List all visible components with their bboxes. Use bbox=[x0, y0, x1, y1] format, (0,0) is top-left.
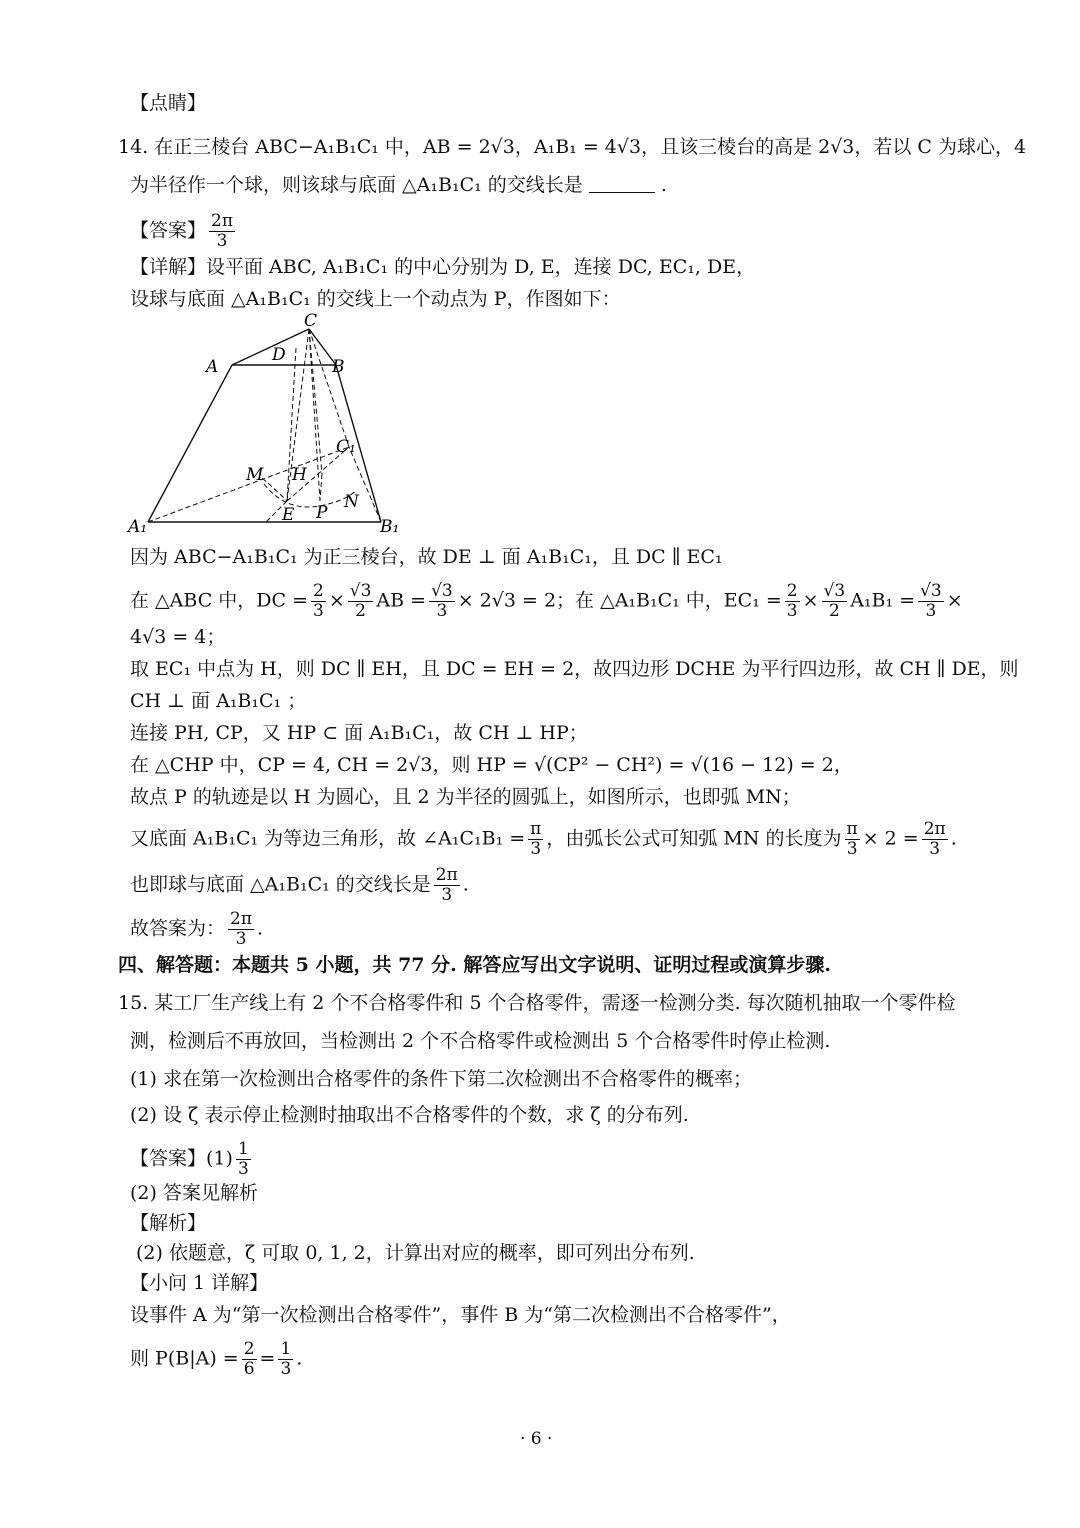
fraction-den: 3 bbox=[235, 929, 247, 949]
detail-line1: 【详解】设平面 ABC, A₁B₁C₁ 的中心分别为 D, E，连接 DC, EC₁, DE， bbox=[130, 256, 756, 278]
solution-line8: 故点 P 的轨迹是以 H 为圆心，且 2 为半径的圆弧上，如图所示，也即弧 MN； bbox=[130, 786, 801, 808]
question-15-part2: (2) 设 ζ 表示停止检测时抽取出不合格零件的个数，求 ζ 的分布列. bbox=[130, 1104, 689, 1126]
text: × 2 = bbox=[862, 827, 919, 850]
label-C: C bbox=[304, 312, 318, 331]
fraction-num: 2 bbox=[786, 581, 798, 601]
solution-line10 bbox=[130, 866, 469, 905]
fraction bbox=[429, 582, 455, 621]
text: 又底面 A₁B₁C₁ 为等边三角形，故 ∠A₁C₁B₁ = bbox=[130, 827, 526, 850]
label-E: E bbox=[282, 505, 295, 525]
fraction bbox=[236, 1140, 251, 1179]
question-14-line1: 14. 在正三棱台 ABC−A₁B₁C₁ 中，AB = 2√3，A₁B₁ = 4√3，且该三棱台的高是 2√3，若以 C 为球心，4 bbox=[118, 136, 1027, 158]
frustum-figure bbox=[126, 312, 416, 542]
fraction-den: 2 bbox=[355, 601, 366, 621]
label-A: A bbox=[206, 357, 219, 377]
fraction-num: 2π bbox=[230, 909, 253, 929]
question-15-part1: (1) 求在第一次检测出合格零件的条件下第二次检测出不合格零件的概率； bbox=[130, 1068, 752, 1090]
times-sign: × bbox=[802, 589, 819, 612]
fraction bbox=[278, 1340, 293, 1379]
label-N: N bbox=[344, 492, 359, 512]
detail-line2: 设球与底面 △A₁B₁C₁ 的交线上一个动点为 P，作图如下： bbox=[130, 288, 621, 310]
arc-MN bbox=[264, 484, 356, 507]
text: AB = bbox=[376, 589, 427, 612]
page-number: · 6 · bbox=[520, 1429, 553, 1449]
fraction-den: 3 bbox=[313, 601, 324, 621]
fraction-num: √3 bbox=[349, 581, 372, 601]
fraction-den: 3 bbox=[530, 839, 542, 859]
fraction-den: 3 bbox=[436, 601, 448, 621]
label-B1: B₁ bbox=[380, 517, 400, 537]
fraction-num: 2 bbox=[313, 581, 324, 601]
text: A₁B₁ = bbox=[850, 589, 916, 612]
answer-15-part2: (2) 答案见解析 bbox=[130, 1182, 258, 1204]
segment-CH bbox=[309, 329, 322, 474]
analysis-part2: (2) 依题意，ζ 可取 0, 1, 2，计算出对应的概率，即可列出分布列. bbox=[136, 1242, 695, 1264]
edge-AC bbox=[232, 329, 309, 365]
fraction-num: 2π bbox=[923, 819, 946, 839]
fraction-den: 3 bbox=[786, 601, 798, 621]
fraction bbox=[528, 820, 543, 859]
fraction-den: 3 bbox=[237, 1159, 249, 1179]
text: 故答案为： bbox=[130, 917, 226, 940]
text: × 2√3 = 2；在 △A₁B₁C₁ 中，EC₁ = bbox=[457, 589, 782, 612]
fraction bbox=[228, 910, 254, 949]
segment-CP bbox=[309, 329, 320, 501]
text: . bbox=[950, 827, 957, 850]
fraction bbox=[311, 582, 326, 621]
times-sign: × bbox=[328, 589, 345, 612]
fraction-den: 3 bbox=[216, 231, 228, 251]
fraction-den: 3 bbox=[846, 839, 858, 859]
segment-HP bbox=[320, 474, 322, 501]
subquestion-1-label: 【小问 1 详解】 bbox=[130, 1272, 269, 1294]
answer-label: 【答案】 bbox=[130, 1147, 207, 1170]
text: 在 △ABC 中，DC = bbox=[130, 589, 308, 612]
solution-line7: 在 △CHP 中，CP = 4, CH = 2√3，则 HP = √(CP² − CH²) = √(16 − 12) = 2， bbox=[130, 754, 853, 776]
analysis-label: 【解析】 bbox=[130, 1212, 207, 1234]
text: ，由弧长公式可知弧 MN 的长度为 bbox=[546, 827, 842, 850]
arc-left bbox=[262, 478, 287, 501]
fraction bbox=[822, 582, 848, 621]
text: . bbox=[296, 1347, 303, 1370]
section-4-heading: 四、解答题：本题共 5 小题，共 77 分. 解答应写出文字说明、证明过程或演算步骤. bbox=[118, 954, 831, 976]
question-15-line2: 测，检测后不再放回，当检测出 2 个不合格零件或检测出 5 个合格零件时停止检测. bbox=[130, 1030, 831, 1052]
answer-blank bbox=[589, 174, 655, 193]
text: (1) bbox=[206, 1147, 233, 1170]
fraction bbox=[242, 1340, 257, 1379]
answer-15 bbox=[130, 1140, 254, 1179]
fraction-den: 6 bbox=[243, 1359, 255, 1379]
dianjing-label: 【点睛】 bbox=[130, 92, 207, 114]
solution-line3: 4√3 = 4； bbox=[130, 626, 226, 648]
label-H: H bbox=[292, 465, 307, 485]
solution-line9 bbox=[130, 820, 957, 859]
label-A1: A₁ bbox=[128, 517, 148, 537]
fraction-num: √3 bbox=[920, 581, 942, 601]
times-sign: × bbox=[946, 589, 963, 612]
label-C1: C₁ bbox=[336, 437, 356, 457]
solution-line5: CH ⊥ 面 A₁B₁C₁ ； bbox=[130, 690, 307, 712]
fraction bbox=[434, 866, 460, 905]
fraction bbox=[918, 582, 944, 621]
question-14-line2 bbox=[130, 172, 667, 198]
fraction-den: 2 bbox=[828, 601, 840, 621]
final-answer-line bbox=[130, 910, 263, 949]
fraction-den: 3 bbox=[441, 885, 453, 905]
equals-sign: = bbox=[259, 1347, 276, 1370]
solution-line1: 因为 ABC−A₁B₁C₁ 为正三棱台，故 DE ⊥ 面 A₁B₁C₁，且 DC ∥ EC₁ bbox=[130, 546, 723, 568]
text: 也即球与底面 △A₁B₁C₁ 的交线长是 bbox=[130, 873, 431, 896]
fraction bbox=[348, 582, 374, 621]
fraction-num: 2π bbox=[211, 211, 234, 231]
fraction bbox=[209, 212, 235, 251]
fraction-num: π bbox=[530, 819, 542, 839]
fraction-num: π bbox=[846, 819, 858, 839]
solution-line4: 取 EC₁ 中点为 H，则 DC ∥ EH，且 DC = EH = 2，故四边形 DCHE 为平行四边形，故 CH ∥ DE，则 bbox=[130, 658, 1019, 680]
fraction-den: 3 bbox=[280, 1359, 292, 1379]
fraction bbox=[922, 820, 948, 859]
period: . bbox=[660, 174, 667, 196]
solution-line6: 连接 PH, CP，又 HP ⊂ 面 A₁B₁C₁，故 CH ⊥ HP； bbox=[130, 722, 588, 744]
label-M: M bbox=[246, 465, 264, 485]
fraction-num: 1 bbox=[280, 1339, 292, 1359]
answer-14 bbox=[130, 212, 238, 251]
fraction-num: 1 bbox=[237, 1139, 249, 1159]
text: . bbox=[257, 917, 264, 940]
fraction bbox=[845, 820, 860, 859]
question-14-text: 为半径作一个球，则该球与底面 △A₁B₁C₁ 的交线长是 bbox=[130, 174, 583, 196]
text: 则 P(B|A) = bbox=[130, 1347, 239, 1370]
fraction-num: 2 bbox=[243, 1339, 255, 1359]
subquestion-1-line2 bbox=[130, 1340, 302, 1379]
solution-line2 bbox=[130, 582, 963, 621]
label-P: P bbox=[316, 503, 328, 523]
answer-label: 【答案】 bbox=[130, 219, 207, 242]
label-B: B bbox=[332, 357, 345, 377]
edge-AA1 bbox=[148, 365, 232, 522]
subquestion-1-line1: 设事件 A 为“第一次检测出合格零件”，事件 B 为“第二次检测出不合格零件”， bbox=[130, 1304, 791, 1326]
fraction-num: √3 bbox=[431, 581, 453, 601]
fraction-num: 2π bbox=[435, 865, 458, 885]
fraction-num: √3 bbox=[823, 581, 846, 601]
text: . bbox=[462, 873, 469, 896]
question-15-line1: 15. 某工厂生产线上有 2 个不合格零件和 5 个合格零件，需逐一检测分类. 每次随机抽取一个零件检 bbox=[118, 992, 956, 1014]
fraction-den: 3 bbox=[925, 601, 937, 621]
fraction-den: 3 bbox=[929, 839, 941, 859]
fraction bbox=[785, 582, 800, 621]
label-D: D bbox=[272, 345, 286, 365]
